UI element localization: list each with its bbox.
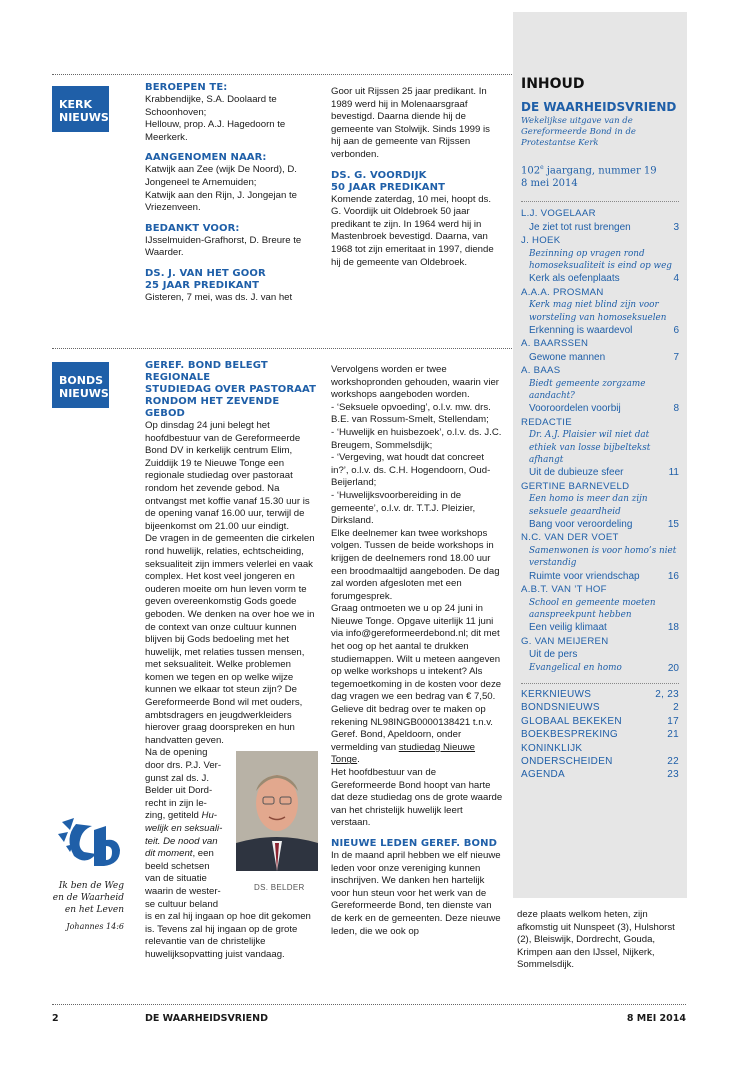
heading-nieuwe-leden: NIEUWE LEDEN GEREF. BOND [331, 837, 497, 849]
toc-description: Biedt gemeente zorgzame aandacht? [529, 378, 646, 402]
toc-entry[interactable] [521, 570, 679, 583]
toc-description: School en gemeente moeten aanspreekpunt hebben [529, 597, 656, 620]
kerknieuws-col2 [331, 86, 501, 269]
toc-entry[interactable] [521, 662, 679, 675]
toc-author: A. BAARSSEN [521, 338, 589, 350]
paragraph: In de maand april hebben we elf nieuwe leden voor onze vereniging kunnen inschrijven. We danken hen hartelijk voor hun steun voor het werk van de Gereformeerde Bond, ten dienste van de kerk en de gemeenten. Deze nieuwe leden, die we ook op [331, 849, 501, 937]
paragraph: deze plaats welkom heten, zijn afkomstig uit Nunspeet (3), Hulshorst (2), Bleiswijk, Dordrecht, Gouda, Krimpen aan den IJssel, Nijkerk, Sommelsdijk. [517, 909, 675, 971]
bible-quote: Ik ben de Weg en de Waarheid en het Leven Johannes 14:6 [52, 881, 124, 931]
rubriek-name: BOEKBESPREKING [521, 729, 619, 741]
workshop-item: - ‘Huwelijk en huisbezoek’, o.l.v. ds. J.C. Breugem, Sommelsdijk; [331, 426, 502, 451]
rubriek-page: 17 [667, 715, 679, 727]
paragraph: Op dinsdag 24 juni belegt het hoofdbestuur van de Gereformeerde Bond DV in kerkelijk centrum Elim, Zuiddijk 19 te Nieuwe Tonge een regionale studiedag over pastoraat rondom het zevende gebod. Na ontvangst met koffie vanaf 15.30 uur is de opening vanaf 16.00 uur, terwijl de bijeenkomst om 21.00 uur eindigt. [145, 420, 310, 532]
toc-entry[interactable] [521, 466, 679, 479]
toc-entry[interactable] [521, 402, 679, 415]
rubriek-name: KONINKLIJK [521, 742, 583, 754]
section-divider [52, 348, 514, 349]
magazine-title: DE WAARHEIDSVRIEND [521, 100, 677, 114]
rubriek-page: 2 [673, 702, 679, 714]
toc-entry-title: Ruimte voor vriendschap [529, 570, 640, 582]
toc-entry-page: 20 [667, 662, 679, 674]
toc-entry-title: Evangelical en homo [529, 662, 622, 673]
toc-entry[interactable] [521, 272, 679, 285]
toc-description: Kerk mag niet blind zijn voor worsteling van homoseksuelen [529, 300, 667, 323]
rubriek-entry[interactable] [521, 768, 679, 781]
issue-date: 8 mei 2014 [521, 178, 578, 190]
rubriek-page: 21 [667, 729, 679, 741]
paragraph: Katwijk aan Zee (wijk De Noord), D. Jongeneel te Arnemuiden; [145, 164, 297, 188]
toc-author: L.J. VOGELAAR [521, 208, 596, 220]
toc-entry-page: 15 [667, 519, 679, 531]
rubriek-name: AGENDA [521, 769, 566, 781]
toc-entry-page: 16 [667, 570, 679, 582]
inhoud-title: INHOUD [521, 76, 585, 92]
bondsnieuws-col3 [517, 909, 689, 972]
rubriek-entry[interactable] [521, 715, 679, 728]
kerknieuws-label: KERK NIEUWS [52, 86, 109, 132]
paragraph: Graag ontmoeten we u op 24 juni in Nieuwe Tonge. Opgave uiterlijk 11 juni via info@gereformeerdebond.nl; dit met het oog op het aantal te drukken studiemappen. Wilt u meteen aangeven op welke workshops u intekent? Als tegemoetkoming in de kosten voor deze dag vragen we een bedrag van € 7,50. Gelieve dit bedrag over te maken op rekening NL98INGB0000138421 t.n.v. Geref. Bond, Apeldoorn, onder vermelding van studiedag Nieuwe Tonge. [331, 603, 502, 766]
bondsnieuws-col1 [145, 360, 317, 962]
toc-entry[interactable] [521, 221, 679, 234]
rubriek-name: GLOBAAL BEKEKEN [521, 715, 622, 727]
rubrieken-divider [521, 683, 679, 684]
rubriek-name: BONDSNIEUWS [521, 702, 600, 714]
table-of-contents [521, 207, 679, 675]
paragraph: Hellouw, prop. A.J. Hagedoorn te Meerkerk. [145, 119, 286, 143]
toc-divider [521, 201, 679, 202]
paragraph: is en zal hij ingaan op hoe dit gekomen is. Tevens zal hij ingaan op de grote relevantie van de christelijke huwelijksopvatting juist vandaag. [145, 911, 311, 960]
belder-photo [236, 751, 318, 871]
gb-logo-icon [56, 816, 126, 872]
rubriek-entry[interactable] [521, 688, 679, 701]
toc-entry-title: Vooroordelen voorbij [529, 403, 621, 415]
toc-entry[interactable] [521, 324, 679, 337]
footer-divider [52, 1004, 686, 1005]
toc-entry-page: 8 [673, 403, 679, 415]
toc-author: A.B.T. VAN ’T HOF [521, 584, 607, 596]
toc-entry-page: 4 [673, 273, 679, 285]
paragraph: Komende zaterdag, 10 mei, hoopt ds. G. Voordijk uit Oldebroek 50 jaar predikant te zijn. In 1964 werd hij in Mastenbroek bevestigd. Daarna, van 1968 tot zijn emeritaat in 1997, diende hij de gemeente van Oldebroek. [331, 193, 494, 268]
toc-author: G. VAN MEIJEREN [521, 635, 609, 647]
toc-entry-title: Uit de pers [529, 649, 578, 661]
heading-bedankt: BEDANKT VOOR: [145, 222, 240, 234]
toc-author: A. BAAS [521, 365, 561, 377]
top-divider [52, 74, 514, 75]
toc-entry-title: Uit de dubieuze sfeer [529, 467, 624, 479]
toc-entry-page: 7 [673, 351, 679, 363]
workshop-item: - ‘Seksuele opvoeding’, o.l.v. mw. drs. B.E. van Rossum-Smelt, Stellendam; [331, 401, 491, 426]
rubriek-entry[interactable] [521, 701, 679, 714]
rubriek-page: 22 [667, 755, 679, 767]
toc-entry-page: 6 [673, 324, 679, 336]
paragraph: Krabbendijke, S.A. Doolaard te Schoonhoven; [145, 94, 277, 118]
toc-entry-title: Kerk als oefenplaats [529, 273, 620, 285]
rubriek-name: KERKNIEUWS [521, 688, 592, 700]
toc-entry[interactable] [521, 648, 679, 661]
toc-description: Samenwonen is voor homo’s niet verstandig [529, 545, 677, 569]
footer-title: DE WAARHEIDSVRIEND [145, 1013, 268, 1024]
workshop-item: - ‘Vergeving, wat houdt dat concreet in?’, o.l.v. ds. C.H. Hogendoorn, Oud-Beijerland; [331, 452, 491, 489]
paragraph: Gisteren, 7 mei, was ds. J. van het [145, 291, 293, 303]
paragraph: Vervolgens worden er twee workshopronden gehouden, waarin vier workshops aangeboden worden. [331, 364, 499, 401]
toc-author: J. HOEK [521, 235, 561, 247]
paragraph: Katwijk aan den Rijn, J. Jongejan te Vriezenveen. [145, 189, 297, 214]
toc-entry-page: 3 [673, 221, 679, 233]
paragraph: De vragen in de gemeenten die cirkelen rond huwelijk, relaties, echtscheiding, seksualiteit zijn immers velerlei en vaak complex. Het kost veel jongeren en ouderen moeite om hun leven vorm te geven overeenkomstig Gods goede geboden. We denken na over hoe we in de context van onze cultuur kunnen blijven bij Gods bedoeling met het huwelijk, met relaties tussen mensen, met seksualiteit. Welke problemen komen we tegen en op welke wijze kunnen we elkaar tot steun zijn? De Gereformeerde Bond wil met ouders, ambtsdragers en jeugdwerkleiders hierover graag doorspreken en hun handvatten geven. [145, 533, 315, 746]
toc-entry[interactable] [521, 621, 679, 634]
toc-author: GERTINE BARNEVELD [521, 480, 630, 492]
rubriek-entry[interactable] [521, 742, 679, 755]
issue-info: 102e jaargang, nummer 19 [521, 164, 657, 177]
inhoud-content [521, 76, 679, 782]
paragraph: Goor uit Rijssen 25 jaar predikant. In 1989 werd hij in Molenaarsgraaf bevestigd. Daarna diende hij de gemeente van Stolwijk. Sinds 1999 is hij aan de gemeente van Rijssen verbonden. [331, 86, 490, 160]
footer-date: 8 MEI 2014 [626, 1013, 686, 1024]
heading-aangenomen: AANGENOMEN NAAR: [145, 152, 267, 164]
heading-voordijk: DS. G. VOORDIJK 50 JAAR PREDIKANT [331, 169, 446, 193]
paragraph: IJsselmuiden-Grafhorst, D. Breure te Waarder. [145, 234, 302, 259]
toc-entry-title: Een veilig klimaat [529, 622, 607, 634]
rubriek-page: 23 [667, 769, 679, 781]
toc-entry[interactable] [521, 351, 679, 364]
heading-studiedag: GEREF. BOND BELEGT REGIONALE STUDIEDAG OVER PASTORAAT RONDOM HET ZEVENDE GEBOD [145, 360, 317, 419]
toc-entry-title: Je ziet tot rust brengen [529, 221, 631, 233]
paragraph: Het hoofdbestuur van de Gereformeerde Bond hoopt van harte dat deze studiedag ons de grote waarde van het christelijk huwelijk leert verstaan. [331, 767, 503, 829]
portrait-image [236, 751, 318, 871]
toc-entry-page: 11 [668, 467, 679, 479]
rubriek-page: 2, 23 [655, 688, 679, 700]
magazine-subtitle: Wekelijkse uitgave van de Gereformeerde Bond in de Protestantse Kerk [521, 116, 636, 148]
bondsnieuws-label: BONDS NIEUWS [52, 362, 109, 408]
toc-description: Bezinning op vragen rond homoseksualiteit is eind op weg [529, 248, 672, 271]
toc-entry-page: 18 [667, 622, 679, 634]
toc-description: Dr. A.J. Plaisier wil niet dat ethiek van losse bijbeltekst afhangt [529, 430, 651, 466]
toc-author: REDACTIE [521, 416, 572, 428]
toc-description: Een homo is meer dan zijn seksuele geaardheid [529, 494, 648, 517]
toc-entry-title: Gewone mannen [529, 351, 606, 363]
heading-van-het-goor: DS. J. VAN HET GOOR 25 JAAR PREDIKANT [145, 267, 266, 291]
footer-page-number: 2 [52, 1013, 59, 1024]
gb-logo [56, 816, 126, 872]
rubrieken-list [521, 688, 679, 782]
toc-author: N.C. VAN DER VOET [521, 532, 619, 544]
heading-beroepen: BEROEPEN TE: [145, 82, 228, 93]
toc-entry-title: Bang voor veroordeling [529, 519, 633, 531]
workshop-item: - ‘Huwelijksvoorbereiding in de gemeente’, o.l.v. dr. T.T.J. Pleizier, Dirksland. [331, 489, 476, 527]
rubriek-entry[interactable] [521, 728, 679, 741]
paragraph-with-photo: Na de opening door drs. P.J. Ver- gunst zal ds. J. Belder uit Dord- recht in zijn le- zing, getiteld Hu- welijk en seksuali- teit. De nood van dit moment, een beeld schetsen van de situatie waarin de wester- se cultuur beland [145, 747, 223, 910]
kerknieuws-col1 [145, 82, 315, 305]
rubriek-name: ONDERSCHEIDEN [521, 755, 613, 767]
studiedag-link[interactable]: studiedag Nieuwe Tonge [331, 741, 476, 766]
rubriek-entry[interactable] [521, 755, 679, 768]
paragraph: Elke deelnemer kan twee workshops volgen. Tussen de beide workshops in krijgen de deelnemers rond 18.00 uur een broodmaaltijd aangeboden. De dag zal worden afgesloten met een forumgesprek. [331, 527, 500, 602]
photo-caption: DS. BELDER [254, 883, 305, 892]
toc-author: A.A.A. PROSMAN [521, 286, 604, 298]
bondsnieuws-col2 [331, 364, 503, 938]
toc-entry-title: Erkenning is waardevol [529, 324, 633, 336]
toc-entry[interactable] [521, 518, 679, 531]
